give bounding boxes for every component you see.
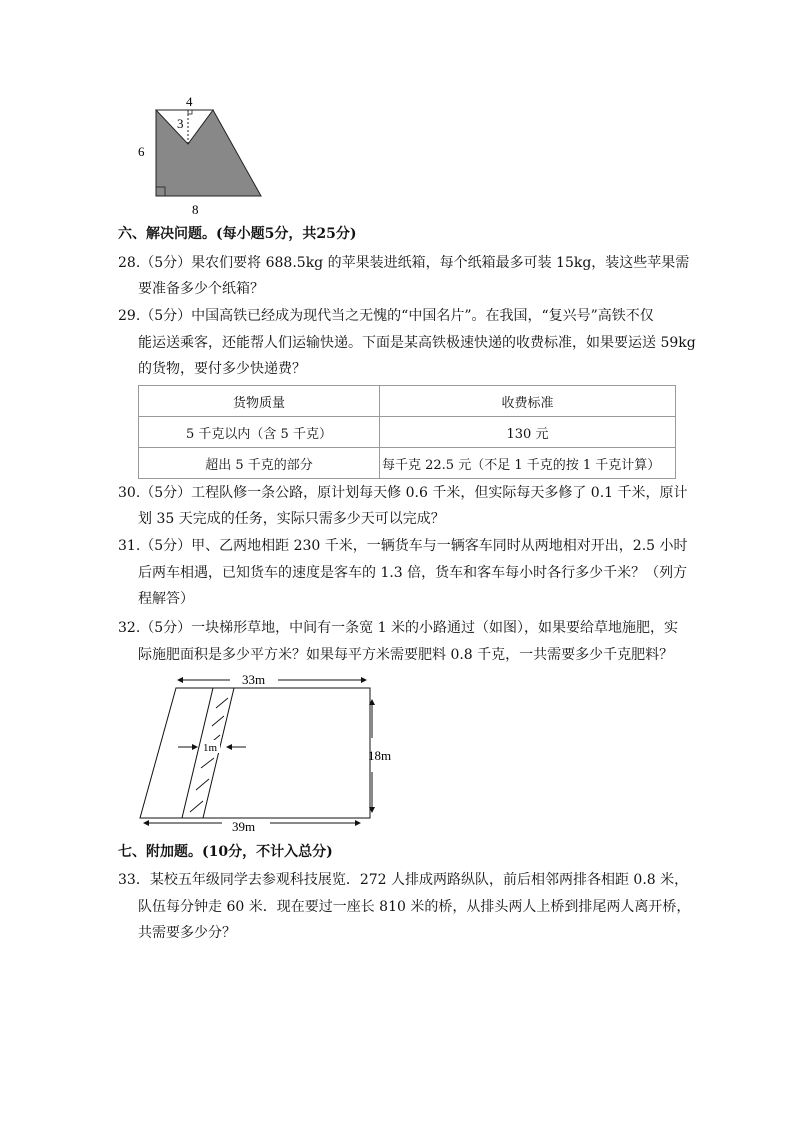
q30-line1: 30.（5分）工程队修一条公路，原计划每天修 0.6 千米，但实际每天多修了 0.1 千米，原计 <box>118 485 688 501</box>
top-label: 33m <box>242 672 266 687</box>
table-header: 货物质量 <box>139 386 380 417</box>
q33-line2: 队伍每分钟走 60 米．现在要过一座长 810 米的桥，从排头两人上桥到排尾两人离开桥， <box>138 899 691 915</box>
bottom-label: 8 <box>192 202 199 217</box>
trapezoid-notch-figure <box>130 88 280 220</box>
inner-label: 3 <box>177 116 184 131</box>
top-label: 4 <box>186 94 193 109</box>
q29-line2: 能运送乘客，还能帮人们运输快递。下面是某高铁极速快递的收费标准，如果要运送 59kg <box>138 335 696 351</box>
q29-line1: 29.（5分）中国高铁已经成为现代当之无愧的“中国名片”。在我国，“复兴号”高铁不仅 <box>118 308 654 324</box>
q28-line2: 要准备多少个纸箱？ <box>138 281 264 297</box>
section-7-title: 七、附加题。(10分，不计入总分) <box>118 844 333 860</box>
q31-line3: 程解答） <box>138 591 194 607</box>
table-cell: 5 千克以内（含 5 千克） <box>139 417 380 448</box>
trapezoid-outline <box>140 688 370 818</box>
fee-table <box>138 385 676 479</box>
q29-line3: 的货物，要付多少快递费？ <box>138 361 306 377</box>
q33-line3: 共需要多少分？ <box>138 925 236 941</box>
trapezoid-lawn-figure <box>130 668 410 840</box>
q33-line1: 33．某校五年级同学去参观科技展览．272 人排成两路纵队，前后相邻两排各相距 0.8 米， <box>118 872 689 888</box>
q28-line1: 28.（5分）果农们要将 688.5kg 的苹果装进纸箱，每个纸箱最多可装 15kg，装这些苹果需 <box>118 255 690 271</box>
bottom-label: 39m <box>232 819 256 834</box>
table-header-row <box>139 386 676 417</box>
table-row <box>139 448 676 479</box>
section-6-title: 六、解决问题。(每小题5分，共25分) <box>118 226 357 242</box>
table-header: 收费标准 <box>380 386 676 417</box>
left-label: 6 <box>138 144 145 159</box>
table-cell: 每千克 22.5 元（不足 1 千克的按 1 千克计算） <box>380 448 676 479</box>
path-label: 1m <box>203 742 218 754</box>
right-label: 18m <box>368 748 392 763</box>
table-cell: 130 元 <box>380 417 676 448</box>
q30-line2: 划 35 天完成的任务，实际只需多少天可以完成？ <box>138 511 445 527</box>
q31-line1: 31.（5分）甲、乙两地相距 230 千米，一辆货车与一辆客车同时从两地相对开出，2.5 小时 <box>118 538 688 554</box>
q32-line2: 际施肥面积是多少平方米？如果每平方米需要肥料 0.8 千克，一共需要多少千克肥料？ <box>138 647 674 663</box>
q32-line1: 32.（5分）一块梯形草地，中间有一条宽 1 米的小路通过（如图），如果要给草地施肥，实 <box>118 620 678 636</box>
table-row <box>139 417 676 448</box>
q31-line2: 后两车相遇，已知货车的速度是客车的 1.3 倍，货车和客车每小时各行多少千米？（列方 <box>138 565 688 581</box>
table-cell: 超出 5 千克的部分 <box>139 448 380 479</box>
